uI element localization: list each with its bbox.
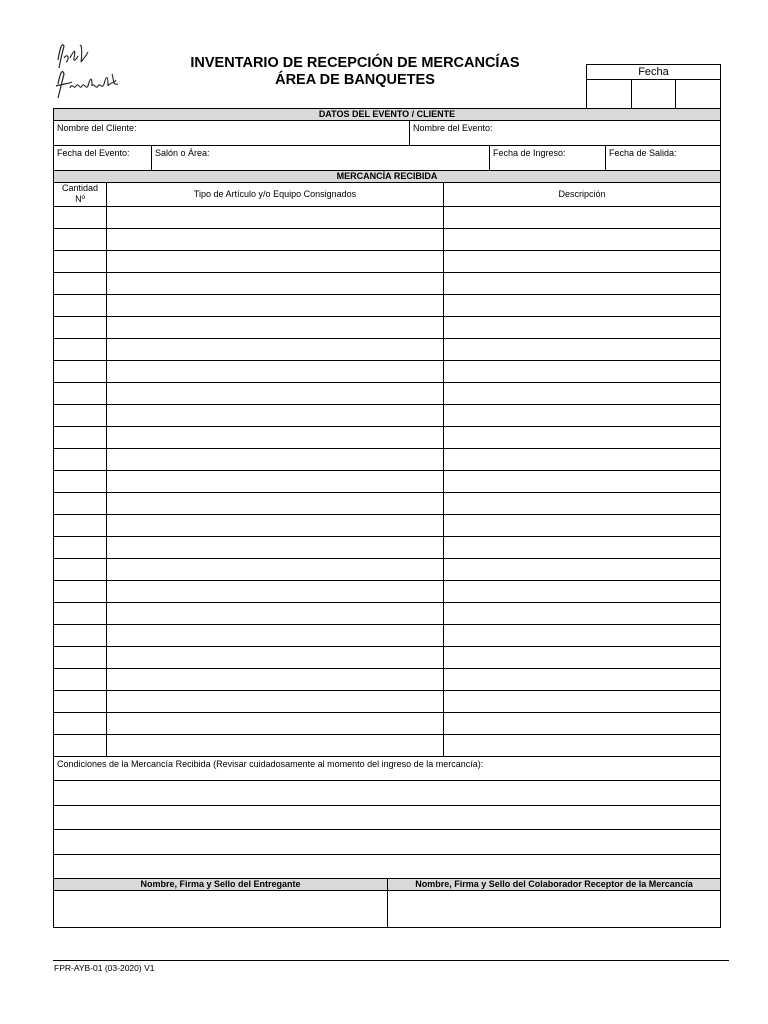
quantity-cell[interactable] (54, 559, 107, 580)
event-date-label: Fecha del Evento: (57, 148, 130, 158)
table-row (54, 295, 720, 317)
exit-date-label: Fecha de Salida: (609, 148, 677, 158)
table-row (54, 471, 720, 493)
type-cell[interactable] (107, 207, 444, 228)
deliverer-signature-field[interactable] (54, 891, 388, 927)
fecha-year-field[interactable] (676, 80, 720, 109)
quantity-cell[interactable] (54, 735, 107, 756)
description-cell[interactable] (444, 471, 720, 492)
description-cell[interactable] (444, 647, 720, 668)
table-row (54, 251, 720, 273)
description-cell[interactable] (444, 361, 720, 382)
receiver-signature-header: Nombre, Firma y Sello del Colaborador Receptor de la Mercancía (415, 879, 693, 889)
signature-band (54, 879, 720, 891)
type-cell[interactable] (107, 669, 444, 690)
quantity-cell[interactable] (54, 713, 107, 734)
type-cell[interactable] (107, 691, 444, 712)
entry-date-field[interactable] (490, 146, 606, 170)
description-cell[interactable] (444, 383, 720, 404)
description-cell[interactable] (444, 669, 720, 690)
conditions-line[interactable] (54, 830, 720, 855)
type-cell[interactable] (107, 295, 444, 316)
type-cell[interactable] (107, 735, 444, 756)
quantity-cell[interactable] (54, 361, 107, 382)
description-cell[interactable] (444, 317, 720, 338)
goods-section-band: MERCANCÍA RECIBIDA (54, 171, 720, 183)
description-cell[interactable] (444, 559, 720, 580)
table-row (54, 361, 720, 383)
receiver-signature-field[interactable] (388, 891, 720, 927)
event-row-2 (54, 146, 720, 171)
table-row (54, 559, 720, 581)
description-cell[interactable] (444, 229, 720, 250)
table-row (54, 449, 720, 471)
description-cell[interactable] (444, 515, 720, 536)
table-row (54, 735, 720, 757)
description-cell[interactable] (444, 273, 720, 294)
type-cell[interactable] (107, 713, 444, 734)
quantity-cell[interactable] (54, 691, 107, 712)
description-cell[interactable] (444, 537, 720, 558)
table-row (54, 515, 720, 537)
quantity-cell[interactable] (54, 273, 107, 294)
type-cell[interactable] (107, 581, 444, 602)
description-cell[interactable] (444, 339, 720, 360)
goods-table-body (54, 207, 720, 757)
description-cell[interactable] (444, 449, 720, 470)
description-cell[interactable] (444, 713, 720, 734)
table-row (54, 229, 720, 251)
table-row (54, 581, 720, 603)
description-cell[interactable] (444, 295, 720, 316)
type-cell[interactable] (107, 383, 444, 404)
col-quantity-header (54, 183, 107, 206)
event-name-label: Nombre del Evento: (413, 123, 493, 133)
quantity-cell[interactable] (54, 493, 107, 514)
type-cell[interactable] (107, 405, 444, 426)
title-line-2: ÁREA DE BANQUETES (275, 72, 435, 88)
type-cell[interactable] (107, 493, 444, 514)
table-row (54, 647, 720, 669)
event-section-band: DATOS DEL EVENTO / CLIENTE (54, 109, 720, 121)
description-cell[interactable] (444, 603, 720, 624)
col-description-header: Descripción (558, 189, 606, 199)
type-cell[interactable] (107, 603, 444, 624)
entry-date-label: Fecha de Ingreso: (493, 148, 566, 158)
description-cell[interactable] (444, 405, 720, 426)
form-code: FPR-AYB-01 (03-2020) V1 (54, 963, 155, 973)
description-cell[interactable] (444, 625, 720, 646)
hotel-humboldt-logo (52, 38, 124, 110)
type-cell[interactable] (107, 559, 444, 580)
table-row (54, 317, 720, 339)
room-label: Salón o Área: (155, 148, 210, 158)
signature-area (54, 891, 720, 927)
conditions-line[interactable] (54, 806, 720, 831)
table-row (54, 273, 720, 295)
description-cell[interactable] (444, 251, 720, 272)
type-cell[interactable] (107, 471, 444, 492)
conditions-line[interactable] (54, 855, 720, 880)
quantity-cell[interactable] (54, 647, 107, 668)
table-row (54, 691, 720, 713)
quantity-cell[interactable] (54, 515, 107, 536)
client-name-label: Nombre del Cliente: (57, 123, 137, 133)
conditions-lines (54, 781, 720, 879)
table-row (54, 383, 720, 405)
type-cell[interactable] (107, 625, 444, 646)
exit-date-field[interactable] (606, 146, 720, 170)
client-name-field[interactable] (54, 121, 410, 145)
type-cell[interactable] (107, 339, 444, 360)
type-cell[interactable] (107, 427, 444, 448)
table-row (54, 493, 720, 515)
title-line-1: INVENTARIO DE RECEPCIÓN DE MERCANCÍAS (190, 55, 520, 71)
table-row (54, 427, 720, 449)
conditions-row (54, 757, 720, 781)
table-row (54, 207, 720, 229)
type-cell[interactable] (107, 361, 444, 382)
type-cell[interactable] (107, 229, 444, 250)
quantity-cell[interactable] (54, 625, 107, 646)
quantity-cell[interactable] (54, 449, 107, 470)
table-row (54, 603, 720, 625)
description-cell[interactable] (444, 493, 720, 514)
conditions-label: Condiciones de la Mercancía Recibida (Revisar cuidadosamente al momento del ingreso de la mercancía): (57, 759, 484, 769)
quantity-cell[interactable] (54, 295, 107, 316)
table-row (54, 713, 720, 735)
goods-table-header (54, 183, 720, 207)
description-cell[interactable] (444, 207, 720, 228)
table-row (54, 537, 720, 559)
quantity-cell[interactable] (54, 603, 107, 624)
type-cell[interactable] (107, 251, 444, 272)
col-quantity-line-2: Nº (75, 194, 85, 204)
document-title (130, 55, 580, 89)
quantity-cell[interactable] (54, 581, 107, 602)
quantity-cell[interactable] (54, 405, 107, 426)
type-cell[interactable] (107, 317, 444, 338)
quantity-cell[interactable] (54, 339, 107, 360)
type-cell[interactable] (107, 449, 444, 470)
event-date-field[interactable] (54, 146, 152, 170)
event-row-1 (54, 121, 720, 146)
type-cell[interactable] (107, 515, 444, 536)
quantity-cell[interactable] (54, 251, 107, 272)
fecha-day-field[interactable] (587, 80, 632, 109)
fecha-label: Fecha (587, 65, 720, 80)
col-quantity-line-1: Cantidad (61, 183, 99, 193)
inventory-form (53, 108, 721, 928)
type-cell[interactable] (107, 273, 444, 294)
event-name-field[interactable] (410, 121, 720, 145)
type-cell[interactable] (107, 537, 444, 558)
room-field[interactable] (152, 146, 490, 170)
table-row (54, 625, 720, 647)
quantity-cell[interactable] (54, 229, 107, 250)
quantity-cell[interactable] (54, 317, 107, 338)
quantity-cell[interactable] (54, 207, 107, 228)
type-cell[interactable] (107, 647, 444, 668)
description-cell[interactable] (444, 735, 720, 756)
fecha-box (586, 64, 721, 109)
footer-rule (53, 960, 729, 961)
quantity-cell[interactable] (54, 669, 107, 690)
conditions-line[interactable] (54, 781, 720, 806)
table-row (54, 669, 720, 691)
deliverer-signature-header: Nombre, Firma y Sello del Entregante (54, 879, 388, 890)
quantity-cell[interactable] (54, 471, 107, 492)
quantity-cell[interactable] (54, 537, 107, 558)
quantity-cell[interactable] (54, 383, 107, 404)
description-cell[interactable] (444, 691, 720, 712)
table-row (54, 405, 720, 427)
description-cell[interactable] (444, 581, 720, 602)
quantity-cell[interactable] (54, 427, 107, 448)
description-cell[interactable] (444, 427, 720, 448)
fecha-cells (587, 80, 720, 109)
col-type-header: Tipo de Artículo y/o Equipo Consignados (107, 183, 444, 206)
table-row (54, 339, 720, 361)
fecha-month-field[interactable] (632, 80, 677, 109)
